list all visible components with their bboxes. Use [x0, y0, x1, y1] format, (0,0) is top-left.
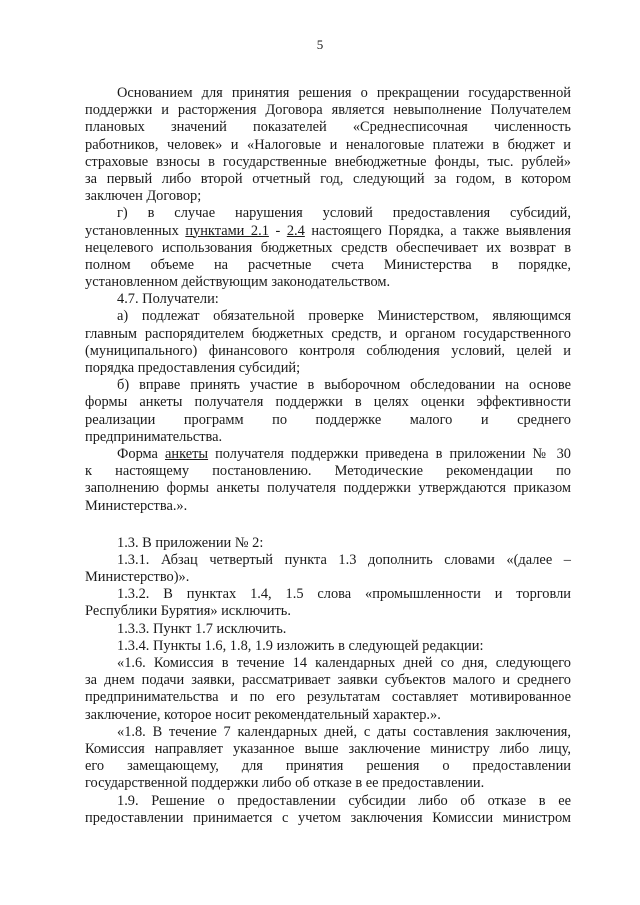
document-link[interactable]: анкеты — [164, 445, 209, 462]
text-line: предоставлении принимается с учетом заключения Комиссии министром — [85, 809, 571, 826]
text-line: 1.3.2. В пунктах 1.4, 1.5 слова «промышленности и торговли — [117, 586, 571, 603]
text-line: порядка предоставления субсидий; — [85, 360, 301, 376]
text-line — [85, 446, 571, 463]
document-body — [85, 85, 571, 827]
text-line: заполнению формы анкеты получателя поддержки утверждаются приказом — [85, 480, 571, 497]
text-line: предпринимательства и по его результатам составляет мотивированное — [85, 689, 571, 706]
text-line: а) подлежат обязательной проверке Министерством, являющимся — [117, 308, 571, 325]
text-line: 1.3.1. Абзац четвертый пункта 1.3 дополнить словами «(далее – — [117, 551, 571, 568]
text-line: «1.6. Комиссия в течение 14 календарных дней со дня, следующего — [117, 655, 571, 671]
text-fragment: получателя поддержки приведена в приложении № 30 — [208, 445, 571, 462]
text-line: к настоящему постановлению. Методические рекомендации по — [85, 463, 571, 480]
text-line: «1.8. В течение 7 календарных дней, с даты составления заключения, — [117, 723, 571, 740]
text-line: Основанием для принятия решения о прекращении государственной — [117, 85, 571, 101]
text-line: государственной поддержки либо об отказе в ее предоставлении. — [85, 775, 485, 792]
text-line: плановых значений показателей «Среднесписочная численность — [85, 119, 571, 136]
text-line: 4.7. Получатели: — [117, 291, 219, 308]
text-line: реализации программ по поддержке малого и среднего — [85, 411, 571, 428]
text-line: главным распорядителем бюджетных средств, и органом государственного — [85, 325, 571, 342]
text-line: полном объеме на расчетные счета Министерства в порядке, — [85, 256, 571, 273]
text-fragment: настоящего Порядка, а также выявления — [304, 222, 571, 239]
text-line: Министерства.». — [85, 497, 188, 514]
text-line: поддержки и расторжения Договора является невыполнение Получателем — [85, 102, 571, 119]
text-line: 1.3. В приложении № 2: — [117, 534, 264, 551]
text-line: заключение, которое носит рекомендательный характер.». — [85, 706, 441, 723]
text-line: 1.9. Решение о предоставлении субсидии либо об отказе в ее — [117, 792, 571, 809]
text-line: за первый либо второй отчетный год, следующий за годом, в котором — [85, 170, 571, 187]
text-line: нецелевого использования бюджетных средств обеспечивает их возврат в — [85, 239, 571, 256]
text-fragment: установленных — [85, 222, 186, 239]
text-line: страховые взносы в государственные внебюджетные фонды, тыс. рублей» — [85, 153, 571, 170]
text-line: 1.3.4. Пункты 1.6, 1.8, 1.9 изложить в следующей редакции: — [117, 637, 484, 654]
text-line: г) в случае нарушения условий предоставления субсидий, — [117, 205, 571, 222]
paragraph-gap — [85, 515, 571, 535]
text-line: б) вправе принять участие в выборочном обследовании на основе — [117, 377, 571, 394]
document-link[interactable]: пунктами 2.1 — [185, 222, 269, 239]
text-line: его замещающему, для принятия решения о предоставлении — [85, 758, 571, 775]
text-line: 1.3.3. Пункт 1.7 исключить. — [117, 620, 287, 637]
text-line: предпринимательства. — [85, 428, 223, 445]
text-line: заключен Договор; — [85, 188, 202, 205]
text-line — [85, 223, 571, 240]
document-link[interactable]: 2.4 — [286, 222, 305, 239]
text-line: Комиссия направляет указанное выше заключение министру либо лицу, — [85, 740, 571, 757]
text-line: Республики Бурятия» исключить. — [85, 603, 291, 620]
text-line: (муниципального) финансового контроля соблюдения условий, целей и — [85, 342, 571, 359]
page-number: 5 — [316, 37, 324, 52]
text-line: за днем подачи заявки, рассматривает заявки субъектов малого и среднего — [85, 672, 571, 689]
text-line: работников, человек» и «Налоговые и неналоговые платежи в бюджет и — [85, 136, 571, 153]
text-line: установленном действующим законодательством. — [85, 274, 391, 291]
text-line: Министерство)». — [85, 569, 190, 586]
text-fragment: - — [268, 222, 287, 239]
text-line: формы анкеты получателя поддержки в целях оценки эффективности — [85, 394, 571, 411]
text-fragment: Форма — [117, 445, 165, 462]
